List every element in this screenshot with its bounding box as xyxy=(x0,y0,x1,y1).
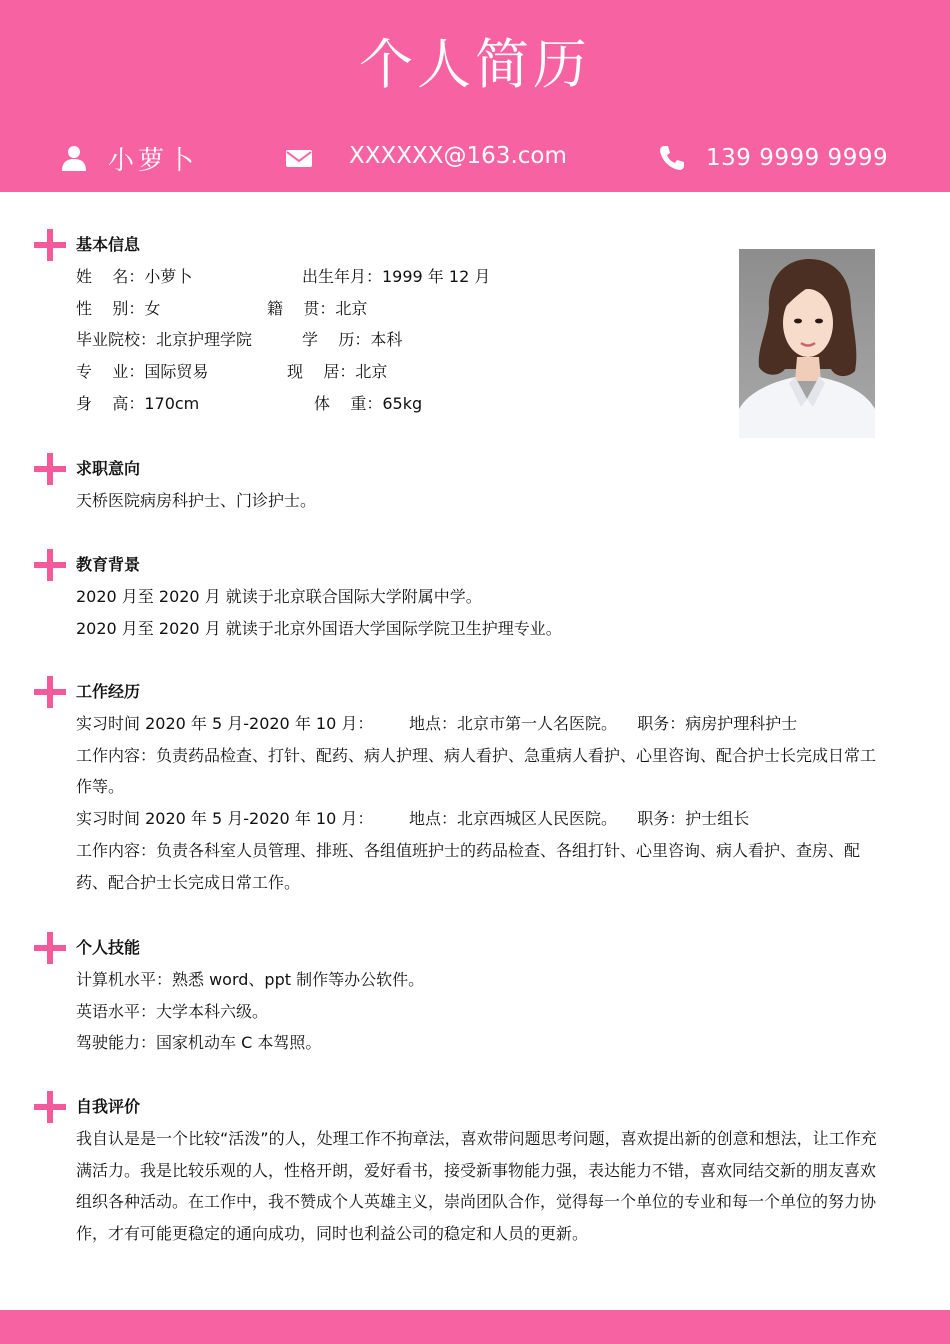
plus-icon xyxy=(34,932,66,964)
info-left: 姓 名：小萝卜 xyxy=(76,267,193,286)
info-right: 出生年月：1999 年 12 月 xyxy=(302,267,491,286)
name-text: 小萝卜 xyxy=(108,145,199,176)
info-left: 身 高：170cm xyxy=(76,393,200,413)
plus-icon xyxy=(34,1091,66,1123)
info-right: 体 重：65kg xyxy=(314,393,423,413)
info-right: 学 历：本科 xyxy=(302,330,403,350)
phone-icon xyxy=(658,144,686,172)
info-right: 现 居：北京 xyxy=(287,362,388,382)
header-banner xyxy=(0,0,950,192)
text-paragraph: 我自认是是一个比较“活泼”的人，处理工作不拘章法，喜欢带问题思考问题，喜欢提出新的创意和想法，让工作充满活力。我是比较乐观的人，性格开朗，爱好看书，接受新事物能力强，表达能力不错，喜欢同结交新的朋友喜欢组织各种活动。在工作中，我不赞成个人英雄主义，崇尚团队合作，觉得每一个单位的专业和每一个单位的努力协作，才有可能更稳定的通向成功，同时也利益公司的稳定和人员的更新。 xyxy=(76,1129,877,1244)
contact-name xyxy=(60,138,198,178)
text-paragraph: 工作内容：负责各科室人员管理、排班、各组值班护士的药品检查、各组打针、心里咨询、病人看护、查房、配药、配合护士长完成日常工作。 xyxy=(76,840,861,892)
section-title: 自我评价 xyxy=(76,1097,141,1116)
info-right: 籍 贯：北京 xyxy=(267,298,368,318)
user-icon xyxy=(60,144,88,172)
info-left: 毕业院校：北京护理学院 xyxy=(76,330,253,350)
text-line: 天桥医院病房科护士、门诊护士。 xyxy=(76,491,317,510)
plus-icon xyxy=(34,453,66,485)
section-title: 基本信息 xyxy=(76,235,141,254)
contact-email xyxy=(285,138,567,178)
phone-text: 139 9999 9999 xyxy=(706,145,889,171)
contact-phone xyxy=(658,138,888,178)
plus-icon xyxy=(34,549,66,581)
profile-photo xyxy=(739,249,875,438)
text-line: 2020 月至 2020 月 就读于北京联合国际大学附属中学。 xyxy=(76,587,482,606)
plus-icon xyxy=(34,676,66,708)
page-title: 个人简历 xyxy=(359,33,591,96)
footer-bar xyxy=(0,1310,950,1344)
text-line: 计算机水平：熟悉 word、ppt 制作等办公软件。 xyxy=(76,970,425,989)
section-title: 工作经历 xyxy=(76,682,141,701)
mail-icon xyxy=(285,144,313,172)
email-text: XXXXXX@163.com xyxy=(349,143,567,169)
text-line: 英语水平：大学本科六级。 xyxy=(76,1001,269,1021)
text-line: 2020 月至 2020 月 就读于北京外国语大学国际学院卫生护理专业。 xyxy=(76,618,562,638)
text-line: 实习时间 2020 年 5 月-2020 年 10 月： 地点：北京市第一人名医院。 职务：病房护理科护士 xyxy=(76,714,798,733)
section-title: 求职意向 xyxy=(76,459,141,478)
section-title: 个人技能 xyxy=(76,938,141,957)
text-line: 实习时间 2020 年 5 月-2020 年 10 月： 地点：北京西城区人民医院。 职务：护士组长 xyxy=(76,809,750,829)
text-line: 驾驶能力：国家机动车 C 本驾照。 xyxy=(76,1033,322,1053)
section-title: 教育背景 xyxy=(76,555,141,574)
plus-icon xyxy=(34,229,66,261)
info-left: 专 业：国际贸易 xyxy=(76,362,209,382)
info-left: 性 别：女 xyxy=(76,298,161,318)
text-paragraph: 工作内容：负责药品检查、打针、配药、病人护理、病人看护、急重病人看护、心里咨询、配合护士长完成日常工作等。 xyxy=(76,745,877,797)
